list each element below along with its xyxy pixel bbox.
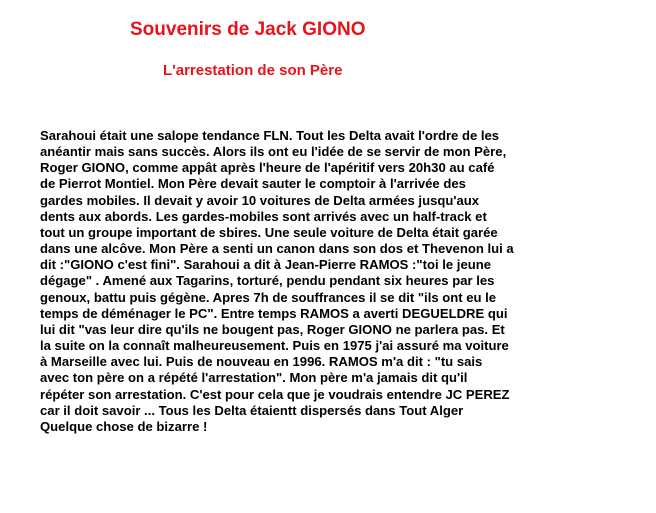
text-line: car il doit savoir ... Tous les Delta étaientt dispersés dans Tout Alger	[40, 402, 464, 418]
page-subtitle: L'arrestation de son Père	[163, 62, 343, 79]
text-line: répéter son arrestation. C'est pour cela que je voudrais entendre JC PEREZ	[40, 386, 510, 402]
text-line: anéantir mais sans succès. Alors ils ont eu l'idée de se servir de mon Père,	[40, 144, 507, 160]
text-line: temps de déménager le PC". Entre temps RAMOS a averti DEGUELDRE qui	[40, 305, 508, 321]
text-line: gardes mobiles. Il devait y avoir 10 voitures de Delta armées jusqu'aux	[40, 192, 480, 208]
text-line: lui dit "vas leur dire qu'ils ne bougent pas, Roger GIONO ne parlera pas. Et	[40, 321, 505, 337]
body-text	[40, 128, 600, 435]
text-line: dans une alcôve. Mon Père a senti un canon dans son dos et Thevenon lui a	[40, 241, 514, 257]
text-line: dégage" . Amené aux Tagarins, torturé, pendu pendant six heures par les	[40, 273, 495, 289]
text-line: Quelque chose de bizarre !	[40, 418, 208, 434]
text-line: genoux, battu puis gégène. Apres 7h de souffrances il se dit "ils ont eu le	[40, 289, 497, 305]
page-title: Souvenirs de Jack GIONO	[130, 19, 366, 40]
text-line: la suite on la connaît malheureusement. Puis en 1975 j'ai assuré ma voiture	[40, 338, 509, 354]
text-line: à Marseille avec lui. Puis de nouveau en 1996. RAMOS m'a dit : "tu sais	[40, 354, 483, 370]
text-line: dents aux abords. Les gardes-mobiles sont arrivés avec un half-track et	[40, 208, 487, 224]
text-line: tout un groupe important de sbires. Une seule voiture de Delta était garée	[40, 224, 498, 240]
text-line: de Pierrot Montiel. Mon Père devait sauter le comptoir à l'arrivée des	[40, 176, 466, 192]
text-line: avec ton père on a répété l'arrestation". Mon père m'a jamais dit qu'il	[40, 370, 468, 386]
text-line: dit :"GIONO c'est fini". Sarahoui a dit à Jean-Pierre RAMOS :"toi le jeune	[40, 257, 492, 273]
text-line: Sarahoui était une salope tendance FLN. Tout les Delta avait l'ordre de les	[40, 128, 500, 143]
text-line: Roger GIONO, comme appât après l'heure de l'apéritif vers 20h30 au café	[40, 160, 495, 176]
